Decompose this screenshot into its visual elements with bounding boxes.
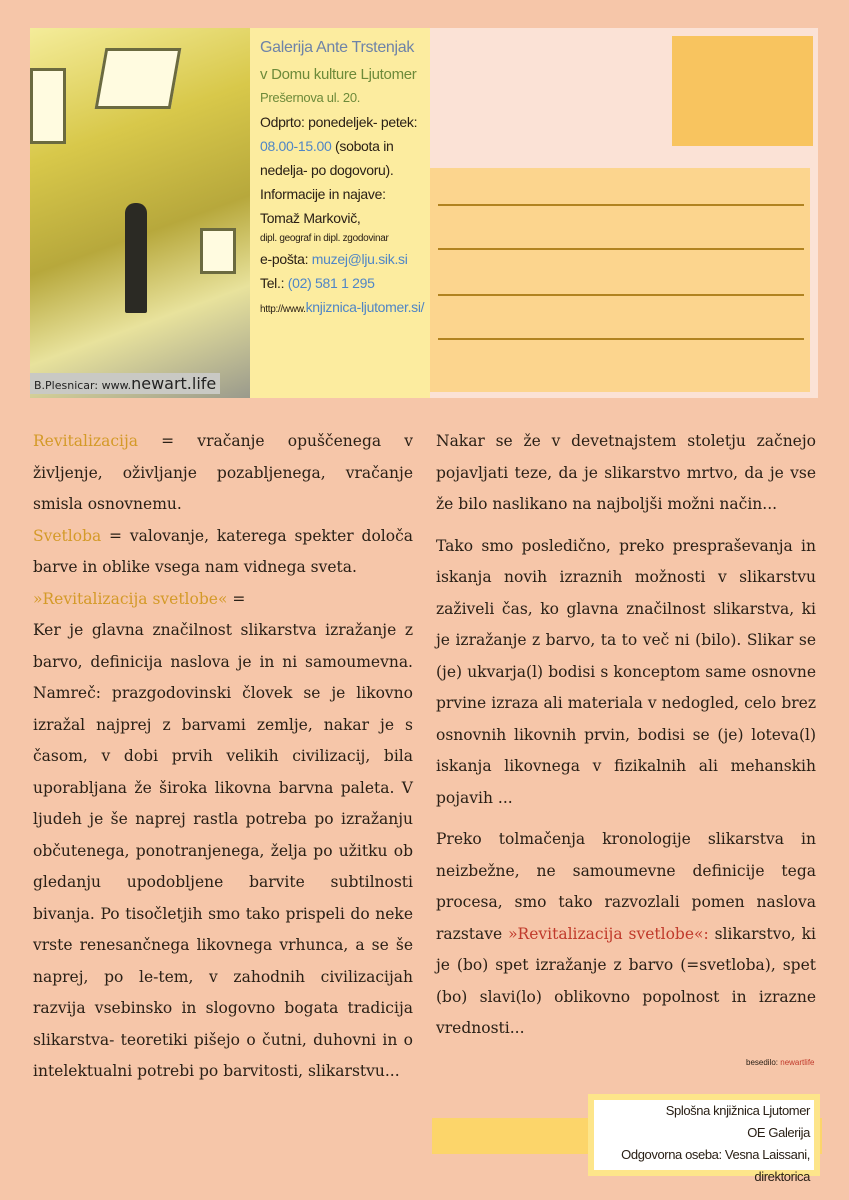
left-column [33, 426, 413, 1088]
exhibition-title-red: »Revitalizacija svetlobe«: [508, 924, 709, 943]
credit-author: newartlife [780, 1058, 815, 1067]
hours-note: (sobota in [331, 137, 394, 154]
hours-note-2: nedelja- po dogovoru). [260, 161, 394, 178]
body-paragraph: Ker je glavna značilnost slikarstva izražanje z barvo, definicija naslova je in ni samoumevna. Namreč: prazgodovinski človek se je likovno izražal najprej z barvami zemlje, nakar je s časom, v dobi prvih velikih civilizacij, bila uporabljana že široka likovna barvna paleta. V ljudeh je še naprej rastla potreba po izražanju občutenega, ponotranjenega, želja po užitku ob gledanju upodobljene barvite subtilnosti bivanja. Po tisočletjih smo tako prispeli do neke vrste renesančnega likovnega vrhunca, a se še naprej, po le-tem, v zahodnih civilizacijah razvija vsebinsko in slogovno bogata tradicija slikarstva- teoretiki pišejo o čutni, duhovni in o intelektualni potrebi po barvitosti, slikarstvu... [33, 621, 413, 1080]
term-svetloba: Svetloba [33, 526, 102, 545]
paragraph-text: Preko tolmačenja kronologije slikarstva in neizbežne, ne samoumevne definicije tega procesa, smo tako razvozlali pomen naslova razstave [436, 830, 816, 943]
body-paragraph [436, 824, 816, 1045]
person-figure [125, 203, 147, 313]
email-link[interactable]: muzej@lju.sik.si [311, 251, 408, 268]
credit-label: besedilo: [746, 1058, 781, 1067]
term-revitalizacija: Revitalizacija [33, 432, 139, 450]
web-prefix: http://www. [260, 304, 306, 316]
gallery-photo [30, 28, 250, 398]
gallery-info [250, 28, 430, 398]
tel-number: (02) 581 1 295 [287, 275, 375, 292]
gallery-address: Prešernova ul. 20. [260, 90, 361, 106]
ceiling-light [30, 68, 66, 144]
address-line [438, 204, 804, 206]
address-line [438, 294, 804, 296]
email-label: e-pošta: [260, 251, 312, 268]
equals-sign: = [232, 589, 246, 608]
contact-label: Informacije in najave: [260, 185, 386, 202]
body-paragraph: Tako smo posledično, preko prespraševanja in iskanja novih izraznih možnosti v slikarstvu zaživeli čas, ko glavna značilnost slikarstva, ki je izražanje z barvo, ta to več ni (bilo). Slikar se (je) ukvarja(l) bodisi s konceptom same osnovne prvine izraza ali materiala v nedogled, celo brez osnovnih likovnih prvin, bodisi se (je) loteva(l) iskanja likovnega v fizikalnih ali mehanskih pojavih ... [436, 536, 816, 807]
contact-title: dipl. geograf in dipl. zgodovinar [260, 233, 389, 245]
address-line [438, 338, 804, 340]
postcard-area [430, 28, 818, 398]
open-label: Odprto: ponedeljek- petek: [260, 113, 418, 130]
footer-library: Splošna knjižnica Ljutomer [665, 1103, 810, 1118]
web-link[interactable]: knjiznica-ljutomer.si/ [305, 299, 425, 316]
footer-unit: OE Galerija [747, 1125, 810, 1140]
credit-www: www. [101, 379, 132, 392]
text-credit [746, 1058, 815, 1067]
credit-site: newart.life [131, 374, 217, 393]
body-paragraph: Nakar se že v devetnajstem stoletju začnejo pojavljati teze, da je slikarstvo mrtvo, da je vse že bilo naslikano na najboljši možni način... [436, 432, 816, 513]
footer-box [588, 1094, 820, 1184]
exhibition-title: »Revitalizacija svetlobe« [33, 589, 233, 608]
contact-name: Tomaž Markovič, [260, 209, 361, 226]
gallery-title: Galerija Ante Trstenjak [260, 39, 415, 56]
definition-revitalizacija: = vračanje opuščenega v življenje, oživljanje pozabljenega, vračanje smisla osnovnemu. [33, 432, 413, 513]
address-line [438, 248, 804, 250]
hours: 08.00-15.00 [260, 137, 332, 154]
painting [200, 228, 236, 274]
ceiling-light [95, 48, 182, 109]
address-box [430, 168, 810, 392]
right-column [436, 426, 816, 1055]
photo-credit [30, 373, 220, 394]
definition-svetloba: = valovanje, katerega spekter določa barve in oblike vsega nam vidnega sveta. [33, 526, 413, 576]
gallery-subtitle: v Domu kulture Ljutomer [260, 65, 417, 83]
stamp-box [672, 36, 813, 146]
credit-name: B.Plesnicar: [34, 379, 99, 392]
paragraph-text: slikarstvo, ki je (bo) spet izražanje z barvo (=svetloba), spet (bo) slavi(lo) oblikovno popolnost in izrazne vrednosti... [436, 924, 816, 1037]
footer-responsible: Odgovorna oseba: Vesna Laissani, direktorica [621, 1147, 810, 1184]
tel-label: Tel.: [260, 275, 288, 292]
